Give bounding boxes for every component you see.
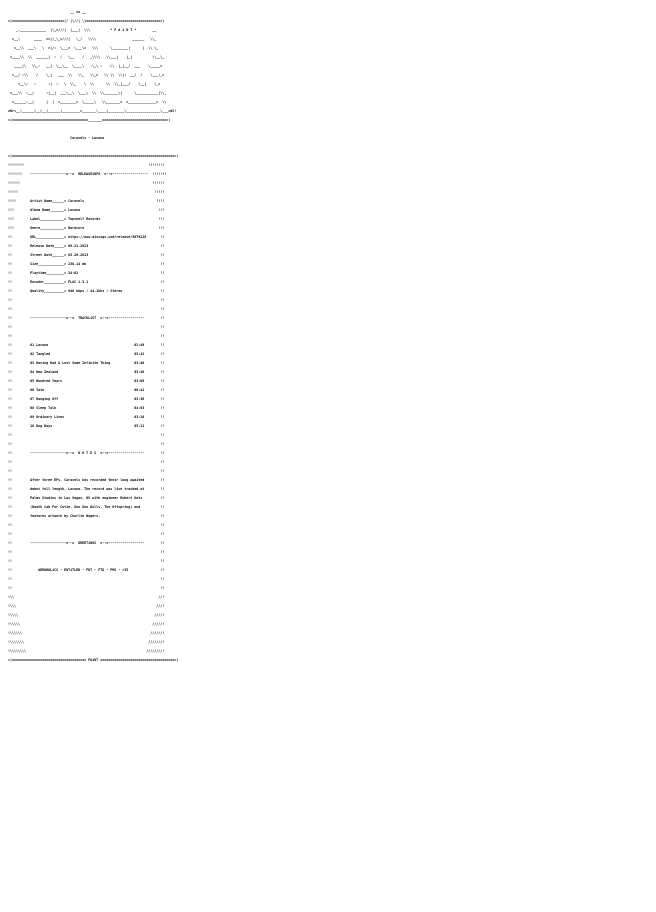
track-number: 03 bbox=[30, 361, 35, 365]
release-title: Caravels - Lacuna bbox=[70, 136, 105, 140]
info-value: 09.21.2023 bbox=[68, 244, 89, 248]
info-label: URL______________> bbox=[30, 235, 67, 239]
info-label: Encoder__________> bbox=[30, 280, 67, 284]
logo-line: <__\ ____ >>|/_\_<///| \_/ \\\\ ______ \\_ bbox=[8, 37, 157, 41]
track-time: 03:46 bbox=[134, 361, 145, 365]
track-time: 04:03 bbox=[134, 406, 145, 410]
info-label: Street Date______> bbox=[30, 253, 67, 257]
info-label: Release Date_____> bbox=[30, 244, 67, 248]
logo-line: <(======================================_______================================>) bbox=[8, 118, 171, 122]
info-label: Album Name_______> bbox=[30, 208, 67, 212]
track-time: 05:11 bbox=[134, 424, 145, 428]
track-number: 06 bbox=[30, 388, 35, 392]
info-value: Caravels bbox=[68, 199, 85, 203]
notes-line: (Death Cab For Cutie, Goo Goo Dolls, The Offspring) and bbox=[30, 505, 141, 509]
track-title: Twin bbox=[36, 388, 45, 392]
track-time: 03:18 bbox=[134, 415, 145, 419]
section-heading-release_info: RELEASEiNFO bbox=[78, 172, 101, 176]
track-title: Hundred Years bbox=[36, 379, 63, 383]
logo-line: <__\\ ___\ \ >|/: \___> \___\> \\\ \________| | \\ \_ bbox=[8, 46, 159, 50]
info-value: 34:02 bbox=[68, 271, 79, 275]
track-title: Hanging Off bbox=[36, 397, 59, 401]
info-value: Lacuna bbox=[68, 208, 81, 212]
info-value: 238.14 mb bbox=[68, 262, 87, 266]
track-time: 03:36 bbox=[134, 397, 145, 401]
info-value: FLAC 1.3.1 bbox=[68, 280, 89, 284]
notes-line: Palms Studios in Las Vegas, NV with engineer Robert Katz bbox=[30, 496, 143, 500]
info-label: Size_____________> bbox=[30, 262, 67, 266]
track-number: 10 bbox=[30, 424, 35, 428]
info-value: Topshelf Records bbox=[68, 217, 101, 221]
info-value: 940 kbps / 44.1khz / Stereo bbox=[68, 289, 123, 293]
track-time: 02:49 bbox=[134, 343, 145, 347]
logo-line: <___\\ :__| :|__| ___\__\ \___\ \\ \\_______\| \___________|\\_ bbox=[8, 91, 167, 95]
logo-line: <__/ :\\ / \_| ___ \\ \\_ \\_> \\ \\ \\|: __/ / \___:_> bbox=[8, 73, 165, 77]
notes-line: After three EPs, Caravels has recorded their long awaited bbox=[30, 478, 145, 482]
track-title: Having Had & Lost Some Infinite Thing bbox=[36, 361, 111, 365]
track-title: New Zealand bbox=[36, 370, 59, 374]
section-heading-tracklist: TRACKLiST bbox=[78, 316, 97, 320]
track-title: Sleep Talk bbox=[36, 406, 57, 410]
logo-line: <(==========================(/ |\//| \)=====================================>) bbox=[8, 19, 165, 23]
track-number: 02 bbox=[30, 352, 35, 356]
track-time: 00:41 bbox=[134, 388, 145, 392]
info-value: Hardcore bbox=[68, 226, 85, 230]
logo-line: __ == __ bbox=[8, 10, 87, 14]
logo-line: <____\\ \\ ______| : / \__ / _\\\\ \\___| |_| \\__\_ bbox=[8, 55, 165, 59]
track-number: 01 bbox=[30, 343, 35, 347]
frame-bottom-border-right: =====================================>) bbox=[100, 658, 179, 662]
logo-line: <______:__| | | <________> \_____\ \\_______> <______________> \\ bbox=[8, 100, 167, 104]
info-label: Label____________> bbox=[30, 217, 67, 221]
greetings-text: AEROHOLiCS - ENTiTLED - FNT - FTD - PMS - r35 bbox=[38, 568, 129, 572]
track-title: Dog Days bbox=[36, 424, 53, 428]
info-value: 03.26.2013 bbox=[68, 253, 89, 257]
track-number: 05 bbox=[30, 379, 35, 383]
notes-line: debut full length, Lacuna. The record was live tracked at bbox=[30, 487, 145, 491]
frame-top-border: <(=================================================================================>) bbox=[8, 154, 179, 158]
track-number: 08 bbox=[30, 406, 35, 410]
info-label: Quality__________> bbox=[30, 289, 67, 293]
track-number: 07 bbox=[30, 397, 35, 401]
track-number: 09 bbox=[30, 415, 35, 419]
logo-line: ____|\ \\_: __| \__\__ \____\ .\_\ : .\\ |_|__/ ___ \_____> bbox=[8, 64, 163, 68]
info-label: Artist Name______> bbox=[30, 199, 67, 203]
section-heading-greetings: GREETiNGS bbox=[78, 541, 97, 545]
notes-line: features artwork by Charlie Wagers. bbox=[30, 514, 101, 518]
track-number: 04 bbox=[30, 370, 35, 374]
track-time: 03:08 bbox=[134, 379, 145, 383]
section-heading-notes: N O T E S bbox=[78, 451, 97, 455]
info-label: Genre____________> bbox=[30, 226, 67, 230]
track-title: Lacuna bbox=[36, 343, 49, 347]
nfo-document: __ == __ <(==========================(/ |\//| \)=====================================>) _._____________ |\_<///| |___| \\\ * F A i N T * __ <__\ ____ >>|/_\_<///| \_/ \\\\ ______ \\_ <__\\ ___\ \ >|/: \___> \___\> \\\ \________| | \\ \_ <____\\ \\ ______| : / \__ / _\\\\ \\___| |_| \\__\_ ____|\ \\_: __| \__\__ \____\ .\_\ : .\\ |_|__/ ___ \_____> <__/ :\\ / \_| ___ \\ \\_ \\_> \\ \\ \\|: __/ / \___:_> <__\: : :| : \ \\_ \ \\ \\ \\_|___/ \__| \_> <___\\ :__| :|__| ___\__\ \___\ \\ \\_______\| \___________|\\_ <______:__| | | <________> \_____\ \\_______> <______________> \\ zNr<__\______|__|__|______|_________>_______\____|________\_________________\___>dS! <(======================================_______================================>) Caravels - Lacuna <(=================================================================================>) !!!!!!!! !!!!!!!! !!!!!!! ------------------=--= RELEASEiNFO =--=------------------ !!!!!!! !!!!!! !!!!!! !!!!! !!!!! !!!! Artist Name______> Caravels !!!! !!! Album Name_______> Lacuna !!! !!! Label____________> Topshelf Records !!! !!! Genre____________> Hardcore !!! !! URL______________> https://www.discogs.com/release/5679228 !! !! Release Date_____> 09.21.2023 !! !! Street Date______> 03.26.2013 !! !! Size_____________> 238.14 mb !! !! Playtime_________> 34:02 !! !! Encoder__________> FLAC 1.3.1 !! !! Quality__________> 940 kbps / 44.1khz / Stereo !! !! !! !! !! !! ------------------=--= TRACKLiST =--=------------------ !! !! !! !! !! !! 01 Lacuna 02:49 !! !! 02 Tangled 03:42 !! !! 03 Having Had & Lost Some Infinite Thing 03:46 !! !! 04 New Zealand 03:48 !! !! 05 Hundred Years 03:08 !! !! 06 Twin 00:41 !! !! 07 Hanging Off 03:36 !! !! 08 Sleep Talk 04:03 !! !! 09 Ordinary Lives 03:18 !! !! 10 Dog Days 05:11 !! !! !! !! !! !! ------------------=--= N O T E S =--=------------------ !! !! !! !! !! !! After three EPs, Caravels has recorded their long awaited !! !! debut full length, Lacuna. The record was live tracked at !! !! Palms Studios in Las Vegas, NV with engineer Robert Katz !! !! (Death Cab For Cutie, Goo Goo Dolls, The Offspring) and !! !! features artwork by Charlie Wagers. !! !! !! !! !! !! ------------------=--= GREETiNGS =--=------------------ !! !! !! !! !! !! AEROHOLiCS - ENTiTLED - FNT - FTD - PMS - r35 !! !! !! !! !! !\\ //! !\\\ ///! !\\\\ ////! !\\\\\ /////! !\\\\\\ //////! !\\\\\\\ ///////! !\\\\\\\\ ////////! <(===================================== FAiNT =====================================>) bbox=[8, 10, 179, 662]
frame-bottom-label: FAiNT bbox=[88, 658, 99, 662]
track-time: 03:42 bbox=[134, 352, 145, 356]
track-time: 03:48 bbox=[134, 370, 145, 374]
logo-line: _._____________ |\_<///| |___| \\\ * F A i N T * __ bbox=[8, 28, 157, 32]
logo-line: <__\: : :| : \ \\_ \ \\ \\ \\_|___/ \__| \_> bbox=[8, 82, 161, 86]
track-title: Tangled bbox=[36, 352, 51, 356]
info-value: https://www.discogs.com/release/5679228 bbox=[68, 235, 147, 239]
info-label: Playtime_________> bbox=[30, 271, 67, 275]
logo-line: zNr<__\______|__|__|______|_________>_______\____|________\_________________\___>dS! bbox=[8, 109, 177, 113]
frame-bottom-border-left: <(===================================== bbox=[8, 658, 87, 662]
track-title: Ordinary Lives bbox=[36, 415, 65, 419]
